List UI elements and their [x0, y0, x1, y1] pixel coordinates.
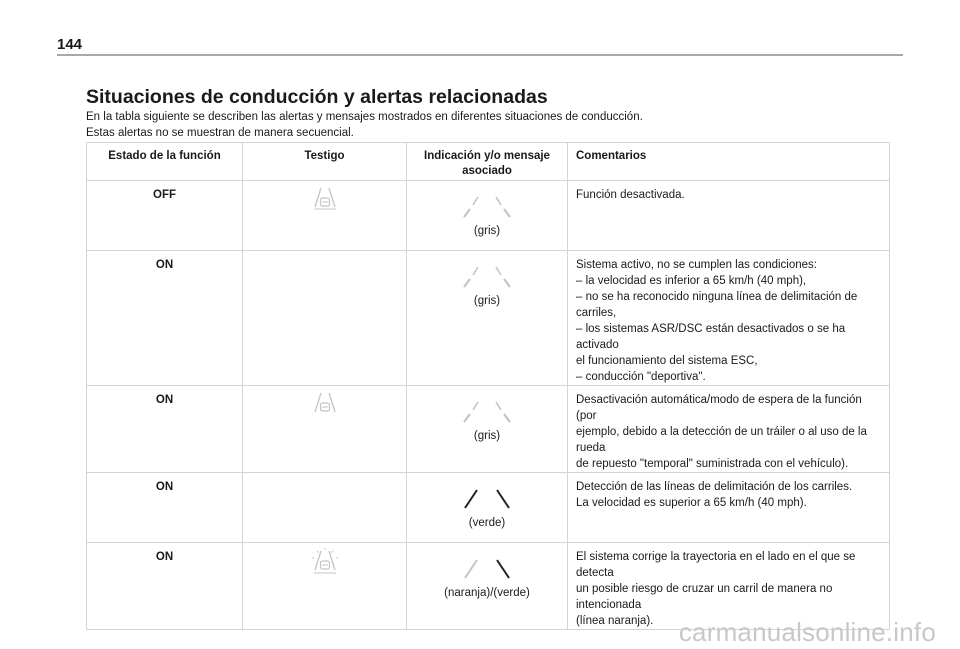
- intro-text: [86, 110, 886, 141]
- intro-line: En la tabla siguiente se describen las alertas y mensajes mostrados en diferentes situaciones de conducción.: [86, 111, 643, 123]
- table-row: [87, 181, 890, 251]
- watermark: carmanualsonline.info: [678, 617, 936, 647]
- comment-line: – conducción "deportiva".: [576, 371, 706, 383]
- state-cell: ON: [87, 386, 243, 473]
- warning-light-cell: [243, 473, 407, 543]
- lane-lines-solid-green-icon: [455, 485, 519, 511]
- header-rule: [57, 54, 903, 56]
- table-row: [87, 251, 890, 386]
- lane-lines-dashed-grey-icon: [455, 193, 519, 219]
- header-state: Estado de la función: [87, 143, 243, 181]
- indication-color-label: (gris): [473, 295, 501, 307]
- indication-cell: [407, 181, 568, 251]
- header-indication: Indicación y/o mensaje asociado: [407, 143, 568, 181]
- warning-light-cell: [243, 181, 407, 251]
- header-warning-light: Testigo: [243, 143, 407, 181]
- indication-color-label: (verde): [468, 517, 506, 529]
- state-cell: OFF: [87, 181, 243, 251]
- comment-line: El sistema corrige la trayectoria en el lado en el que se detecta: [576, 551, 856, 579]
- comment-line: – la velocidad es inferior a 65 km/h (40 mph),: [576, 275, 807, 287]
- header-comments: Comentarios: [568, 143, 890, 181]
- indication-cell: [407, 251, 568, 386]
- indication-color-label: (naranja)/(verde): [444, 587, 530, 599]
- comments-cell: [568, 251, 890, 386]
- lane-assist-off-grey-icon: [310, 185, 340, 211]
- comment-line: ejemplo, debido a la detección de un tráiler o al uso de la rueda: [576, 426, 867, 454]
- page-number: 144: [57, 36, 83, 53]
- indication-cell: [407, 473, 568, 543]
- warning-light-cell: [243, 543, 407, 630]
- state-cell: ON: [87, 473, 243, 543]
- indication-cell: [407, 543, 568, 630]
- state-cell: ON: [87, 543, 243, 630]
- comment-line: Detección de las líneas de delimitación de los carriles.: [576, 481, 853, 493]
- table-row: [87, 473, 890, 543]
- lane-assist-grey-icon: [310, 390, 340, 416]
- page-title: Situaciones de conducción y alertas relacionadas: [86, 86, 548, 108]
- intro-line: Estas alertas no se muestran de manera secuencial.: [86, 126, 354, 139]
- comment-line: Desactivación automática/modo de espera de la función (por: [576, 394, 862, 422]
- comment-line: Función desactivada.: [576, 189, 685, 201]
- comment-line: La velocidad es superior a 65 km/h (40 mph).: [576, 497, 807, 509]
- table-header-row: [87, 143, 890, 181]
- lane-lines-orange-green-icon: [455, 555, 519, 581]
- comment-line: el funcionamiento del sistema ESC,: [576, 355, 758, 367]
- indication-cell: [407, 386, 568, 473]
- state-cell: ON: [87, 251, 243, 386]
- warning-light-cell: [243, 386, 407, 473]
- lane-lines-dashed-grey-icon: [455, 263, 519, 289]
- lane-lines-dashed-grey-icon: [455, 398, 519, 424]
- comments-cell: [568, 181, 890, 251]
- comment-line: – no se ha reconocido ninguna línea de delimitación de: [576, 291, 858, 303]
- comments-cell: [568, 386, 890, 473]
- table-row: [87, 386, 890, 473]
- lane-assist-active-icon: [310, 547, 340, 575]
- comments-cell: [568, 473, 890, 543]
- warning-light-cell: [243, 251, 407, 386]
- comment-line: de repuesto "temporal" suministrada con el vehículo).: [576, 458, 849, 470]
- comment-line: un posible riesgo de cruzar un carril de manera no intencionada: [576, 583, 833, 611]
- alerts-table: [86, 142, 890, 630]
- comment-line: (línea naranja).: [576, 615, 654, 627]
- indication-color-label: (gris): [473, 225, 501, 237]
- comment-line: carriles,: [576, 307, 617, 319]
- comment-line: – los sistemas ASR/DSC están desactivados o se ha activado: [576, 323, 846, 351]
- indication-color-label: (gris): [473, 430, 501, 442]
- comment-line: Sistema activo, no se cumplen las condiciones:: [576, 259, 817, 271]
